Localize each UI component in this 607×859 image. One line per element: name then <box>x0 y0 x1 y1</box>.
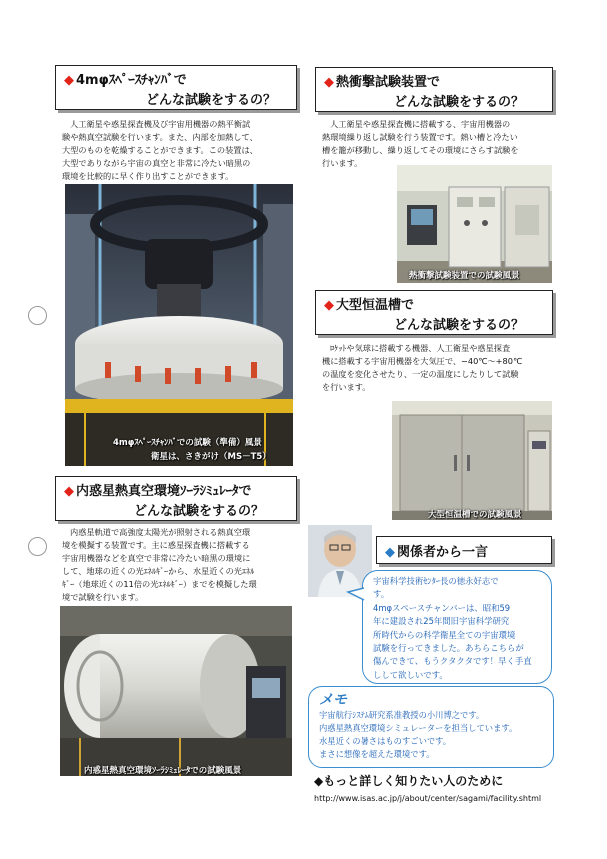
thermal-shock-title-line2: どんな試験をするの？ <box>394 95 525 110</box>
memo-line: まさに想像を超えた環境です。 <box>319 749 435 759</box>
thermal-shock-body-line: 行います。 <box>322 158 363 168</box>
binder-hole-top <box>28 306 47 325</box>
speech-line: 傷んできて、もうクタクタです！早く手直 <box>373 656 532 667</box>
thermal-shock-caption: 熱衝撃試験装置での試験風景 <box>409 271 520 281</box>
solar-sim-caption: 内惑星熱真空環境ｿｰﾗｼﾐｭﾚｰﾀでの試験風景 <box>84 766 242 776</box>
chamber4m-title-line1: 4mφｽﾍﾟｰｽﾁｬﾝﾊﾞで <box>76 73 187 88</box>
solar-sim-body-line: 宇宙用機器などを真空で非常に冷たい暗黒の環境に <box>62 553 251 563</box>
solar-sim-body-line: 境で試験を行います。 <box>62 592 144 602</box>
speech-line: 4mφスペースチャンバーは、昭和59 <box>373 602 511 613</box>
chamber4m-body <box>62 118 302 183</box>
memo-box <box>308 686 554 768</box>
thermal-shock-photo <box>397 165 552 283</box>
chamber4m-body-line: 大型のものを乾燥することができます。この装置は、 <box>62 145 258 155</box>
red-diamond-icon: ◆ <box>385 545 395 560</box>
thermostat-title-box <box>315 290 553 335</box>
solar-sim-title-box <box>55 476 297 521</box>
speech-line: 試験を行ってきました。あちらこちらが <box>373 643 524 654</box>
chamber4m-caption-line1: 4mφｽﾍﾟｰｽﾁｬﾝﾊﾞでの試験（準備）風景 <box>113 438 262 448</box>
thermal-shock-body-line: 熱環境繰り返し試験を行う装置です。熱い槽と冷たい <box>322 132 518 142</box>
solar-sim-photo <box>60 606 292 776</box>
thermal-shock-body <box>322 118 554 170</box>
chamber4m-body-line: 環境を比較的に早く作り出すことができます。 <box>62 171 234 181</box>
thermostat-photo <box>392 401 552 520</box>
thermal-shock-title-line1: 熱衝撃試験装置で <box>336 75 441 90</box>
thermostat-body <box>322 342 554 394</box>
thermostat-body-line: を行います。 <box>322 382 371 392</box>
thermal-shock-title-box <box>315 67 553 112</box>
chamber4m-title-box <box>55 65 297 110</box>
thermostat-body-line: ﾛｹｯﾄや気球に搭載する機器、人工衛星や惑星探査 <box>330 343 511 353</box>
voices-title-box <box>376 536 552 564</box>
thermostat-title-line1: 大型恒温槽で <box>336 298 415 313</box>
solar-sim-title-line2: どんな試験をするの？ <box>134 504 265 519</box>
speech-line: 宇宙科学技術ｾﾝﾀｰ長の徳永好志で <box>373 576 499 586</box>
binder-hole-bottom <box>28 537 47 556</box>
red-diamond-icon: ◆ <box>324 298 334 313</box>
solar-sim-body-line: 境を模擬する装置です。主に惑星探査機に搭載する <box>62 540 250 550</box>
chamber4m-caption-line2: 衛星は、さきがけ（MS－T5） <box>151 452 271 462</box>
speech-bubble-tail <box>346 586 366 606</box>
solar-sim-body-line: 内惑星軌道で高強度太陽光が照射される熱真空環 <box>70 527 251 537</box>
speech-bubble <box>362 570 552 684</box>
memo-title: メモ <box>319 692 347 708</box>
solar-sim-body-line: ｷﾞｰ（地球近くの11倍の光ｴﾈﾙｷﾞｰ）までを模擬した環 <box>62 579 257 589</box>
speech-line: しして欲しいです。 <box>373 669 448 680</box>
chamber4m-body-line: 験や熱真空試験を行います。また、内部を加熱して、 <box>62 132 258 142</box>
chamber4m-body-line: 大型でありながら宇宙の真空と非常に冷たい暗黒の <box>62 158 251 168</box>
solar-sim-body-line: して、地球の近くの光ｴﾈﾙｷﾞｰから、水星近くの光ｴﾈﾙ <box>62 566 255 576</box>
speech-line: す。 <box>373 589 390 600</box>
thermostat-caption: 大型恒温槽での試験風景 <box>428 510 522 520</box>
solar-sim-title-line1: 内惑星熱真空環境ｿｰﾗｼﾐｭﾚｰﾀで <box>76 484 252 499</box>
chamber4m-photo <box>65 184 293 466</box>
chamber4m-title-line2: どんな試験をするの？ <box>146 93 277 108</box>
more-info-url[interactable]: http://www.isas.ac.jp/j/about/center/sagami/facility.shtml <box>314 794 542 803</box>
chamber4m-body-line: 人工衛星や惑星探査機及び宇宙用機器の熱平衡試 <box>70 119 251 129</box>
solar-sim-body <box>62 526 302 604</box>
thermal-shock-body-line: 槽を籠が移動し、繰り返してその環境にさらす試験を <box>322 145 519 155</box>
more-info-title: もっと詳しく知りたい人のために <box>323 774 504 788</box>
voices-title: 関係者から一言 <box>397 545 489 560</box>
speech-text <box>373 575 551 682</box>
more-info-heading <box>314 772 503 789</box>
thermostat-body-line: の温度を変化させたり、一定の温度にしたりして試験 <box>322 369 519 379</box>
memo-line: 水星近くの暑さはものすごいです。 <box>319 736 452 746</box>
speech-line: 年に建設され25年間旧宇宙科学研究 <box>373 616 510 627</box>
red-diamond-icon: ◆ <box>64 73 74 88</box>
thermal-shock-body-line: 人工衛星や惑星探査機に搭載する、宇宙用機器の <box>330 119 511 129</box>
memo-line: 宇宙航行ｼｽﾃﾑ研究系准教授の小川博之です。 <box>319 710 485 720</box>
black-diamond-icon: ◆ <box>314 774 324 788</box>
red-diamond-icon: ◆ <box>64 484 74 499</box>
chamber4m-photo-image <box>65 184 293 466</box>
solar-sim-photo-image <box>60 606 292 776</box>
thermostat-title-line2: どんな試験をするの？ <box>394 318 525 333</box>
memo-text <box>319 709 555 761</box>
red-diamond-icon: ◆ <box>324 75 334 90</box>
memo-line: 内惑星熱真空環境シミュレーターを担当しています。 <box>319 723 518 733</box>
thermal-shock-photo-image <box>397 165 552 283</box>
thermostat-photo-image <box>392 401 552 520</box>
thermostat-body-line: 機に搭載する宇宙用機器を大気圧で、−40℃〜+80℃ <box>322 356 523 366</box>
speech-line: 所時代からの科学衛星全ての宇宙環境 <box>373 629 516 640</box>
